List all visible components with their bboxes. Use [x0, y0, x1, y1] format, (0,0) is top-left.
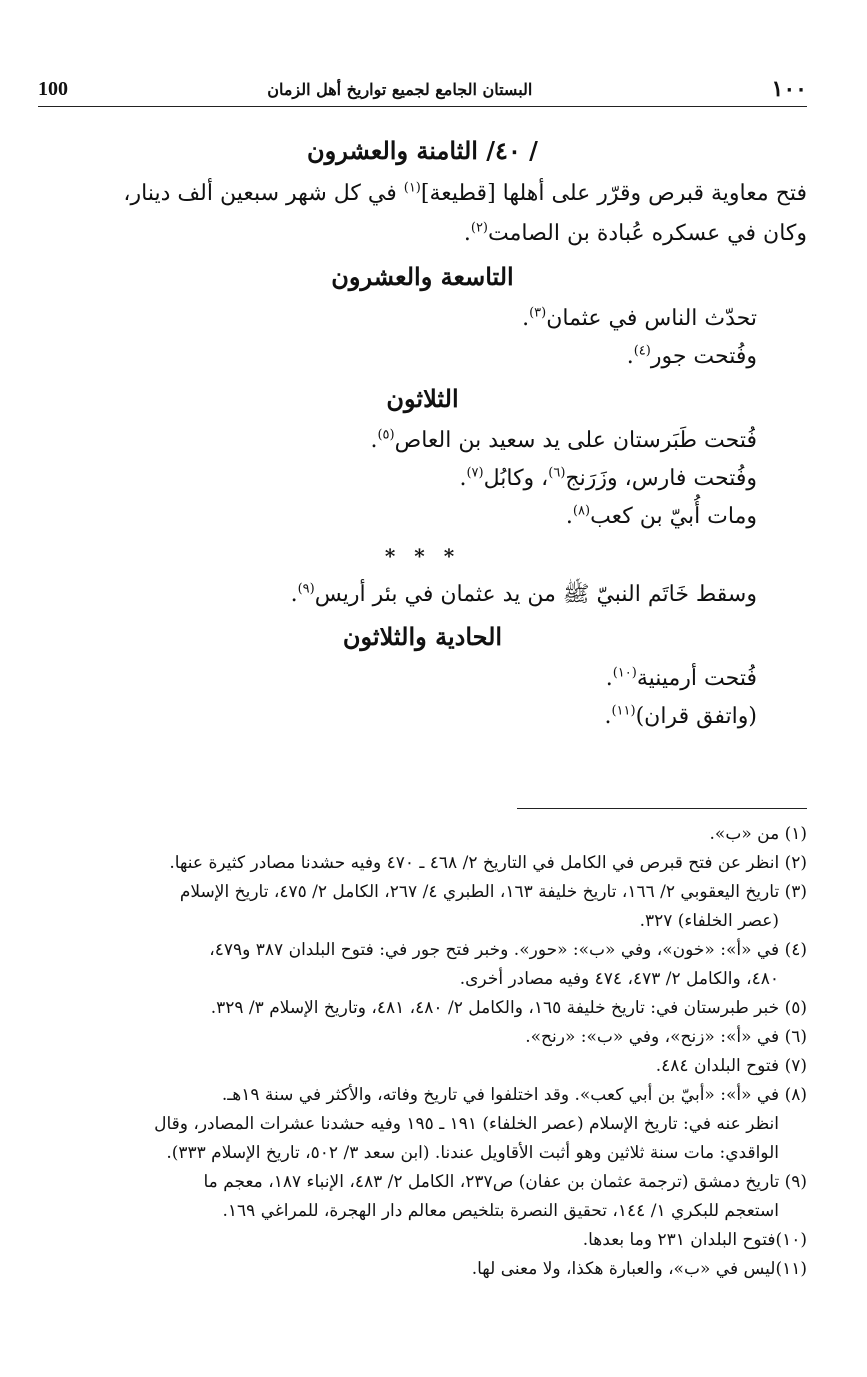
footnote-10: (١٠)فتوح البلدان ٢٣١ وما بعدها.: [582, 1230, 807, 1250]
footnote-ref-3: (٣): [529, 305, 547, 321]
text-run: .: [290, 582, 298, 607]
text-run: ، وكابُل: [483, 466, 549, 491]
text-run: ومات أُبيّ بن كعب: [590, 504, 757, 529]
text-run: فُتحت طَبَرستان على يد سعيد بن العاص: [394, 428, 757, 453]
page-header: [38, 72, 807, 107]
text-run: وفُتحت فارس، وزَرَنج: [565, 466, 757, 491]
text-run: .: [604, 704, 612, 729]
footnote-3: (٣) تاريخ اليعقوبي ٢/ ١٦٦، تاريخ خليفة ١٦٣، الطبري ٤/ ٢٦٧، الكامل ٢/ ٤٧٥، تاريخ الإسلام: [179, 882, 807, 902]
heading-year-29: التاسعة والعشرون: [331, 262, 514, 291]
footnote-6: (٦) في «أ»: «زنح»، وفي «ب»: «رنح».: [525, 1027, 807, 1047]
text-run: فُتحت أرمينية: [636, 666, 757, 691]
line: [38, 660, 807, 698]
footnote-ref-9: (٩): [297, 581, 315, 597]
footnote-5: (٥) خبر طبرستان في: تاريخ خليفة ١٦٥، والكامل ٢/ ٤٨٠، ٤٨١، وتاريخ الإسلام ٣/ ٣٢٩.: [210, 998, 807, 1018]
footnote-ref-10: (١٠): [612, 665, 637, 681]
footnote-ref-11: (١١): [611, 703, 636, 719]
text-run: وكان في عسكره عُبادة بن الصامت: [488, 221, 807, 246]
footnote-separator: [517, 808, 807, 809]
footnote-1: (١) من «ب».: [709, 824, 807, 844]
line: [38, 460, 807, 498]
paragraph-year-28: [38, 174, 807, 254]
footnote-8: (٨) في «أ»: «أبيّ بن أبي كعب». وقد اختلفوا في تاريخ وفاته، والأكثر في سنة ١٩هـ.: [221, 1085, 807, 1105]
text-run: .: [459, 466, 467, 491]
text-run: .: [370, 428, 378, 453]
text-run: وسقط خَاتَم النبيّ ﷺ من يد عثمان في بئر أريس: [314, 582, 757, 607]
footnote-ref-5: (٥): [377, 427, 395, 443]
running-title: البستان الجامع لجميع تواريخ أهل الزمان: [267, 79, 533, 99]
footnote-2: (٢) انظر عن فتح قبرص في الكامل في التاريخ ٢/ ٤٦٨ ـ ٤٧٠ وفيه حشدنا مصادر كثيرة عنها.: [169, 853, 807, 873]
footnote-11: (١١)ليس في «ب»، والعبارة هكذا، ولا معنى لها.: [471, 1259, 807, 1279]
heading-year-30: الثلاثون: [386, 384, 459, 413]
footnote-8-continued: انظر عنه في: تاريخ الإسلام (عصر الخلفاء) ١٩١ ـ ١٩٥ وفيه حشدنا عشرات المصادر، وقال: [154, 1114, 779, 1134]
text-run: في كل شهر سبعين ألف دينار،: [123, 181, 404, 206]
section-divider-stars: * * *: [384, 544, 461, 568]
footnote-7: (٧) فتوح البلدان ٤٨٤.: [655, 1056, 807, 1076]
line: [38, 422, 807, 460]
line: [38, 300, 807, 338]
text-run: تحدّث الناس في عثمان: [546, 306, 757, 331]
text-run: .: [522, 306, 530, 331]
footnotes: [38, 820, 807, 1284]
footnote-8-continued-2: الواقدي: مات سنة ثلاثين وهو أثبت الأقاويل عندنا. (ابن سعد ٣/ ٥٠٢، تاريخ الإسلام ٣٣٣).: [166, 1143, 779, 1163]
heading-year-31: الحادية والثلاثون: [342, 622, 503, 651]
footnote-ref-1: (١): [403, 180, 421, 196]
text-run: .: [565, 504, 573, 529]
footnote-4-continued: ٤٨٠، والكامل ٢/ ٤٧٣، ٤٧٤ وفيه مصادر أخرى.: [459, 969, 779, 989]
page-number-arabic: ١٠٠: [771, 76, 807, 102]
footnote-4: (٤) في «أ»: «خون»، وفي «ب»: «حور». وخبر فتح جور في: فتوح البلدان ٣٨٧ و٤٧٩،: [209, 940, 807, 960]
footnote-3-continued: (عصر الخلفاء) ٣٢٧.: [639, 911, 779, 931]
footnote-ref-2: (٢): [470, 220, 488, 236]
line: [38, 576, 807, 614]
heading-year-28: / ٤٠/ الثامنة والعشرون: [307, 136, 538, 165]
footnote-9-continued: استعجم للبكري ١/ ١٤٤، تحقيق النصرة بتلخيص معالم دار الهجرة، للمراغي ١٦٩.: [222, 1201, 779, 1221]
footnote-ref-7: (٧): [466, 465, 484, 481]
line: [38, 498, 807, 536]
page-number-latin: 100: [38, 77, 68, 100]
text-run: وفُتحت جور: [650, 344, 757, 369]
text-run: .: [626, 344, 634, 369]
text-run: .: [463, 221, 471, 246]
main-text: [38, 128, 807, 736]
text-run: (واتفق قران): [635, 704, 757, 729]
text-run: .: [605, 666, 613, 691]
footnote-ref-6: (٦): [548, 465, 566, 481]
line: [38, 698, 807, 736]
footnote-9: (٩) تاريخ دمشق (ترجمة عثمان بن عفان) ص٢٣٧، الكامل ٢/ ٤٨٣، الإنباء ١٨٧، معجم ما: [203, 1172, 807, 1192]
footnote-ref-8: (٨): [572, 503, 591, 519]
footnote-ref-4: (٤): [633, 343, 651, 359]
text-run: فتح معاوية قبرص وقرّر على أهلها [قطيعة]: [420, 181, 807, 206]
line: [38, 338, 807, 376]
